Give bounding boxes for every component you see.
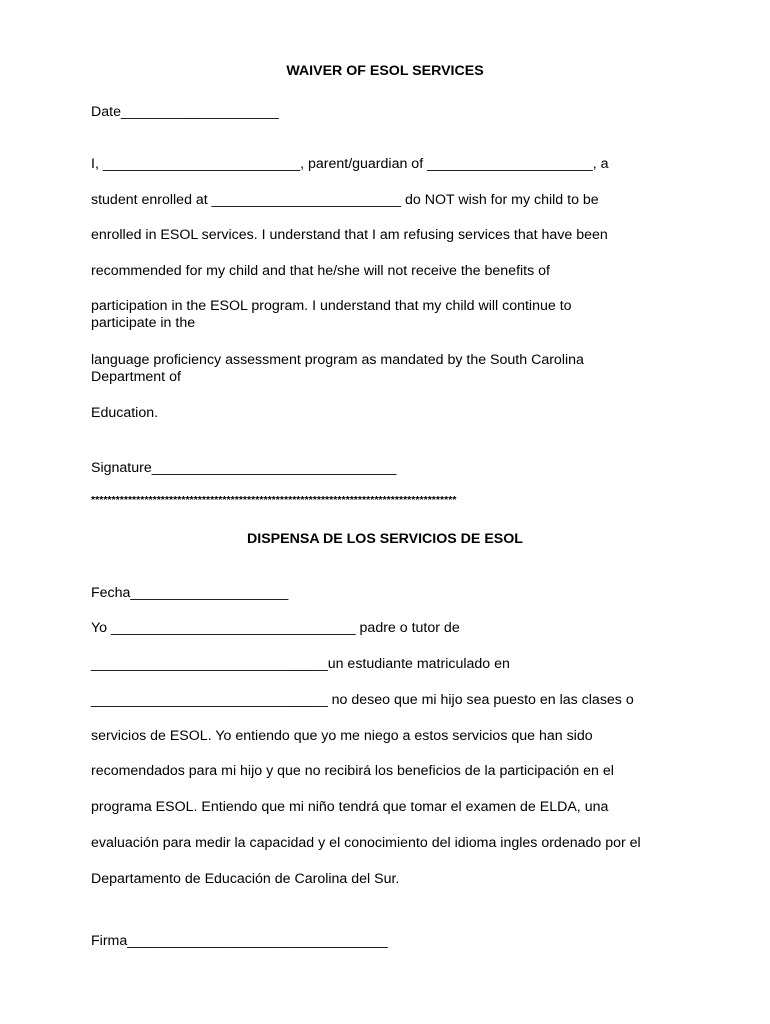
spanish-line-1: Yo _______________________________ padre o tutor de: [91, 620, 460, 636]
spanish-line-7: evaluación para medir la capacidad y el conocimiento del idioma ingles ordenado por el: [91, 835, 641, 851]
english-title: WAIVER OF ESOL SERVICES: [286, 63, 484, 79]
english-line-6b: Department of: [91, 369, 181, 385]
spanish-line-4: servicios de ESOL. Yo entiendo que yo me niego a estos servicios que han sido: [91, 728, 593, 744]
spanish-date-line: Fecha____________________: [91, 585, 289, 601]
spanish-line-6: programa ESOL. Entiendo que mi niño tendrá que tomar el examen de ELDA, una: [91, 799, 609, 815]
english-line-5b: participate in the: [91, 315, 196, 331]
asterisk-separator: *****************************************************************************************: [91, 494, 457, 506]
spanish-line-5: recomendados para mi hijo y que no recibirá los beneficios de la participación en el: [91, 763, 614, 779]
spanish-line-3: ______________________________ no deseo que mi hijo sea puesto en las clases o: [91, 692, 634, 708]
english-line-1: I, _________________________, parent/guardian of _____________________, a: [91, 156, 609, 172]
english-line-2: student enrolled at ________________________ do NOT wish for my child to be: [91, 192, 599, 208]
english-line-3: enrolled in ESOL services. I understand that I am refusing services that have been: [91, 227, 608, 243]
english-line-6a: language proficiency assessment program as mandated by the South Carolina: [91, 352, 584, 368]
english-signature-line: Signature_______________________________: [91, 460, 397, 476]
spanish-line-8: Departamento de Educación de Carolina del Sur.: [91, 871, 400, 887]
english-line-5a: participation in the ESOL program. I understand that my child will continue to: [91, 298, 572, 314]
english-date-line: Date____________________: [91, 104, 279, 120]
spanish-signature-line: Firma_________________________________: [91, 933, 388, 949]
english-line-7: Education.: [91, 405, 159, 421]
spanish-line-2: ______________________________un estudiante matriculado en: [91, 656, 510, 672]
english-paragraph-6: [91, 352, 584, 386]
english-line-4: recommended for my child and that he/she will not receive the benefits of: [91, 263, 550, 279]
spanish-title: DISPENSA DE LOS SERVICIOS DE ESOL: [247, 531, 523, 547]
english-paragraph-5: [91, 298, 572, 332]
